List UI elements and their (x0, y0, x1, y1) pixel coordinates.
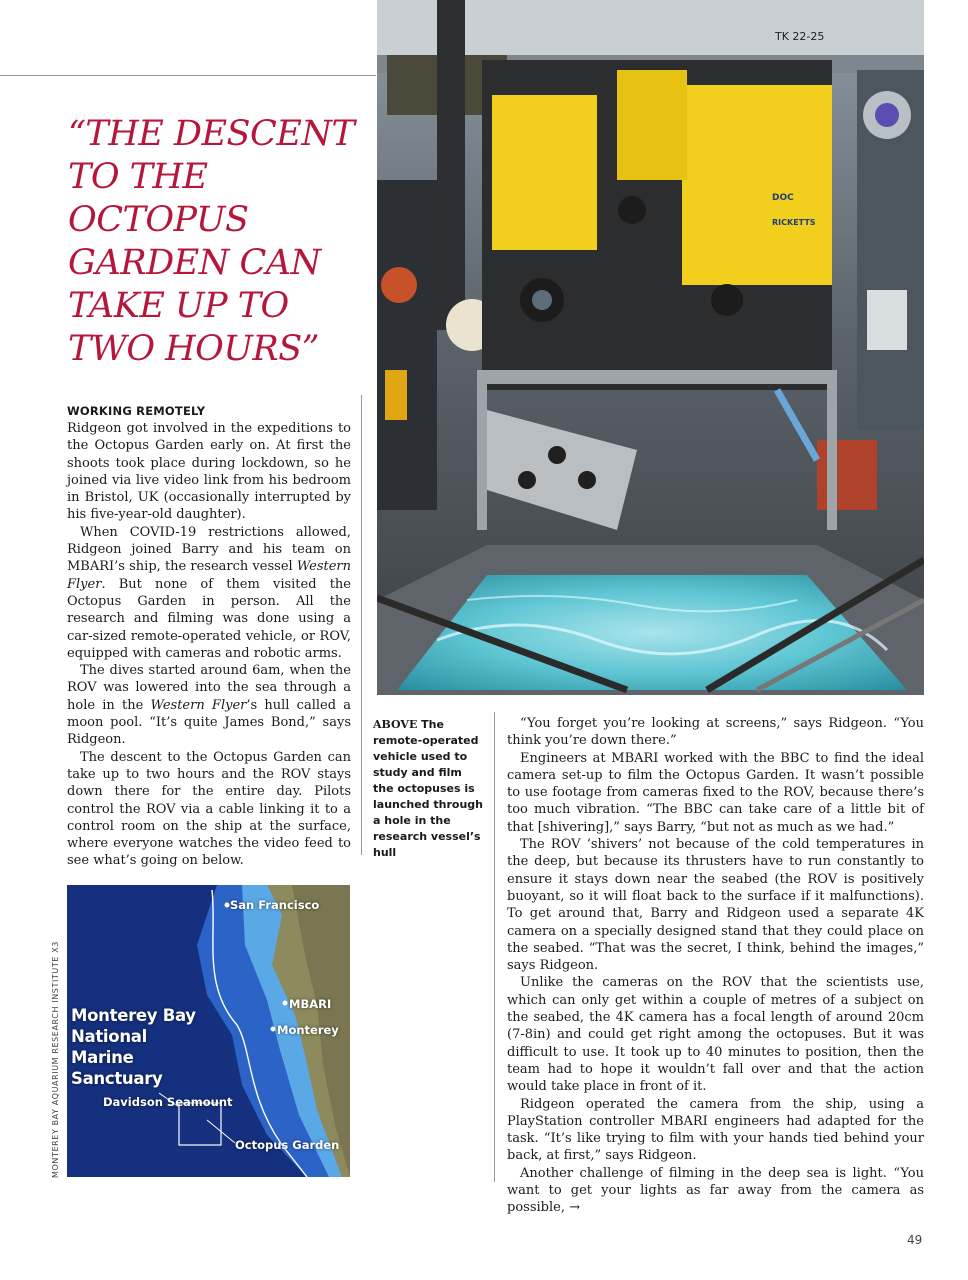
rov-photo-illustration (377, 0, 924, 695)
tool-port (578, 471, 596, 489)
mbari-marker (283, 1001, 288, 1006)
right-paragraph-2: Engineers at MBARI worked with the BBC to find the ideal camera set-up to film the Octopus Garden. It wasn’t possible to use footage from cameras fixed to the ROV, because there’s too much vibration. “The BBC can take care of a little bit of that [shivering],” says Barry, “but not as much as we had.” (507, 750, 924, 835)
pull-quote: “THE DESCENT TO THE OCTOPUS GARDEN CAN TAKE UP TO TWO HOURS” (68, 114, 355, 369)
map-label-davidson-seamount: Davidson Seamount (103, 1095, 233, 1109)
section-subhead: WORKING REMOTELY (67, 404, 206, 418)
left-paragraph-4: The descent to the Octopus Garden can take up to two hours and the ROV stays down there for the entire day. Pilots control the ROV via a cable linking it to a control room on the ship at the surface, where everyone watches the video feed to see what’s going on below. (67, 749, 351, 869)
map-label-monterey: Monterey (277, 1023, 339, 1037)
rov-float-right (682, 85, 832, 285)
map-title: Monterey Bay National Marine Sanctuary (71, 1006, 196, 1088)
left-paragraph-3 (67, 662, 351, 748)
red-reel (381, 267, 417, 303)
photo-caption (373, 717, 485, 861)
left-paragraph-2-text-a: When COVID-19 restrictions allowed, Ridgeon joined Barry and his team on MBARI’s ship, the research vessel (67, 524, 351, 575)
rov-thruster (711, 284, 743, 316)
rack-label: TK 22-25 (775, 30, 825, 43)
rov-skid (477, 370, 837, 384)
right-column (507, 715, 924, 1217)
rov-leg-right (827, 380, 837, 530)
right-paragraph-4: Unlike the cameras on the ROV that the scientists use, which can only get within a couple of metres of a subject on the seabed, the 4K camera has a focal length of around 20cm (7-8in) and could get right among the octopuses. But it was difficult to use. It took up to 40 minutes to position, then the team had to hope it wouldn’t fall over and that the action would take place in front of it. (507, 975, 924, 1095)
rov-light (618, 196, 646, 224)
sanctuary-map (67, 885, 350, 1177)
ship-name: Western Flyer (150, 697, 247, 713)
wall-panel (867, 290, 907, 350)
caption-text: The remote-operated vehicle used to study and film the octopuses is launched through a hole in the research vessel’s hull (373, 718, 483, 859)
map-label-octopus-garden: Octopus Garden (235, 1138, 340, 1152)
winch-hub (875, 103, 899, 127)
right-paragraph-5: Ridgeon operated the camera from the ship, using a PlayStation controller MBARI engineers had adapted for the task. “It’s like trying to film with your hands tied behind your back, at first,” says Ridgeon. (507, 1096, 924, 1164)
page-number: 49 (907, 1233, 923, 1247)
rov-photo (377, 0, 924, 695)
rov-camera-lens (532, 290, 552, 310)
rov-name-line2: RICKETTS (772, 218, 816, 227)
column-rule-left (361, 395, 362, 855)
rov-leg-left (477, 380, 487, 530)
left-column (67, 403, 351, 870)
photo-credit: MONTEREY BAY AQUARIUM RESEARCH INSTITUTE X3 (51, 941, 60, 1178)
top-rule (0, 75, 376, 76)
left-wall (377, 180, 437, 510)
left-paragraph-3-text-b: ’s hull called a moon pool. “It’s quite James Bond,” says Ridgeon. (67, 697, 351, 748)
map-label-mbari: MBARI (289, 997, 332, 1011)
ship-name: Western Flyer (67, 559, 351, 592)
column-rule-middle (494, 712, 495, 1182)
tool-port (548, 446, 566, 464)
left-body-text (67, 420, 351, 870)
right-paragraph-3: The ROV ‘shivers’ not because of the cold temperatures in the deep, but because its thrusters have to run constantly to ensure it stays down near the seabed (the ROV is positively buoyant, so it will float back to the surface if it malfunctions). To get around that, Barry and Ridgeon used a separate 4K camera on a specially designed stand that they could place on the seabed. “That was the secret, I think, behind the images,” says Ridgeon. (507, 837, 924, 974)
rov-name-line1: DOC (772, 193, 794, 203)
san-francisco-marker (225, 903, 230, 908)
rov-float-left (492, 95, 597, 250)
monterey-marker (271, 1027, 276, 1032)
caption-lead: ABOVE (373, 718, 418, 731)
left-paragraph-2 (67, 524, 351, 662)
tool-port (518, 471, 536, 489)
right-paragraph-1: “You forget you’re looking at screens,” says Ridgeon. “You think you’re down there.” (507, 716, 924, 749)
deck-equipment (817, 440, 877, 510)
right-paragraph-6: Another challenge of filming in the deep sea is light. “You want to get your lights as far away from the camera as possible, → (507, 1165, 924, 1216)
left-paragraph-1: Ridgeon got involved in the expeditions to the Octopus Garden early on. At first the shoots took place during lockdown, so he joined via live video link from his bedroom in Bristol, UK (occasionally interrupted by his five-year-old daughter). (67, 421, 351, 523)
map-label-san-francisco: San Francisco (230, 898, 320, 912)
rov-float-top (617, 70, 687, 180)
yellow-tank (385, 370, 407, 420)
left-paragraph-2-text-b: . But none of them visited the Octopus Garden in person. All the research and filming was done using a car-sized remote-operated vehicle, or ROV, equipped with cameras and robotic arms. (67, 576, 351, 661)
left-paragraph-3-text-a: The dives started around 6am, when the ROV was lowered into the sea through a hole in the (67, 663, 351, 713)
crane-pillar (437, 0, 465, 330)
